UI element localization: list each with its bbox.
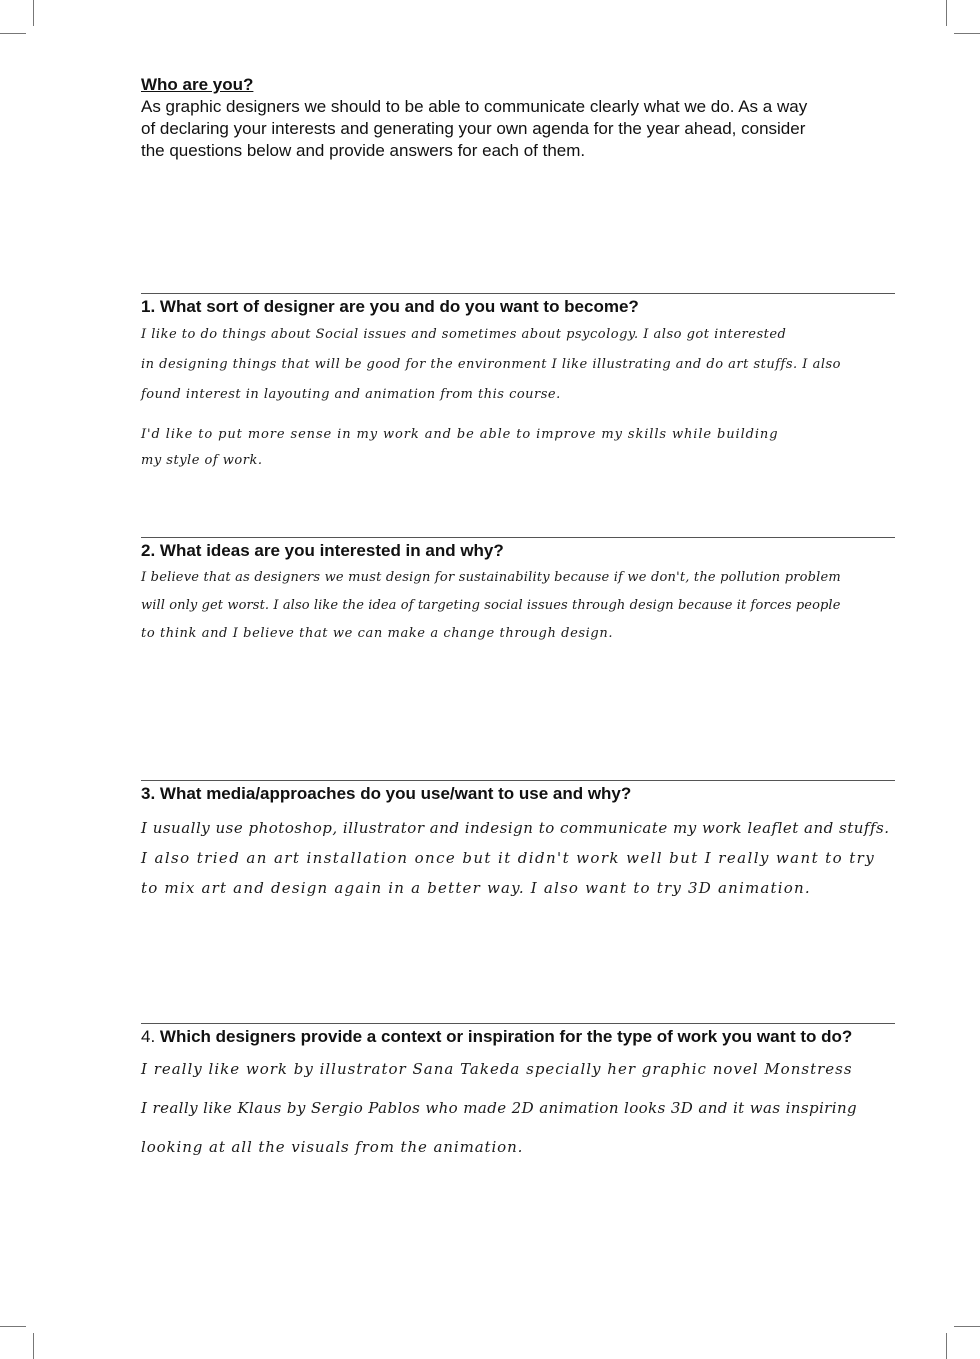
answer-line: I'd like to put more sense in my work and be able to improve my skills while building [141, 427, 779, 442]
answer-line: looking at all the visuals from the animation. [141, 1138, 524, 1156]
answer-line: my style of work. [141, 453, 263, 468]
question-text: Which designers provide a context or inspiration for the type of work you want to do? [159, 1027, 853, 1046]
crop-mark-top-left [33, 0, 34, 26]
handwritten-answer [141, 813, 895, 903]
question-title [141, 1026, 895, 1048]
question-text: What sort of designer are you and do you want to become? [159, 297, 639, 316]
answer-line: to mix art and design again in a better way. I also want to try 3D animation. [141, 879, 811, 897]
crop-mark-bottom-right-h [954, 1326, 980, 1327]
answer-line: in designing things that will be good for the environment I like illustrating and do art stuffs. I also [141, 357, 841, 372]
divider [141, 780, 895, 781]
intro-text [141, 96, 881, 162]
question-2 [141, 537, 895, 648]
question-number: 2. [141, 541, 156, 560]
answer-line: I really like Klaus by Sergio Pablos who made 2D animation looks 3D and it was inspiring [141, 1099, 858, 1117]
answer-line: I believe that as designers we must design for sustainability because if we don't, the pollution problem [141, 570, 841, 585]
crop-mark-top-left-h [0, 33, 26, 34]
question-text: What ideas are you interested in and why? [159, 541, 504, 560]
question-3 [141, 780, 895, 903]
question-4 [141, 1023, 895, 1167]
crop-mark-bottom-left [33, 1333, 34, 1359]
question-title [141, 783, 895, 805]
intro-section [141, 74, 881, 162]
question-number: 3. [141, 784, 156, 803]
divider [141, 537, 895, 538]
handwritten-answer [141, 320, 895, 472]
handwritten-answer [141, 1050, 895, 1167]
answer-line: I also tried an art installation once but it didn't work well but I really want to try [141, 849, 876, 867]
question-1 [141, 293, 895, 472]
question-title [141, 540, 895, 562]
handwritten-answer [141, 564, 895, 648]
question-number: 1. [141, 297, 156, 316]
intro-title: Who are you? [141, 75, 254, 94]
question-number: 4. [141, 1027, 156, 1046]
crop-mark-bottom-right [946, 1333, 947, 1359]
answer-line: to think and I believe that we can make a change through design. [141, 626, 614, 641]
intro-line: of declaring your interests and generating your own agenda for the year ahead, consider [141, 119, 806, 138]
crop-mark-top-right-h [954, 33, 980, 34]
answer-line: I like to do things about Social issues and sometimes about psycology. I also got interested [141, 327, 787, 342]
answer-line: I usually use photoshop, illustrator and indesign to communicate my work leaflet and stuffs. [141, 819, 890, 837]
intro-line: As graphic designers we should to be able to communicate clearly what we do. As a way [141, 97, 808, 116]
answer-line: found interest in layouting and animation from this course. [141, 387, 561, 402]
crop-mark-top-right [946, 0, 947, 26]
divider [141, 293, 895, 294]
crop-mark-bottom-left-h [0, 1326, 26, 1327]
answer-line: will only get worst. I also like the idea of targeting social issues through design because it forces people [141, 598, 841, 613]
question-title [141, 296, 895, 318]
intro-line: the questions below and provide answers for each of them. [141, 141, 586, 160]
question-text: What media/approaches do you use/want to use and why? [159, 784, 632, 803]
answer-line: I really like work by illustrator Sana Takeda specially her graphic novel Monstress [141, 1060, 853, 1078]
divider [141, 1023, 895, 1024]
